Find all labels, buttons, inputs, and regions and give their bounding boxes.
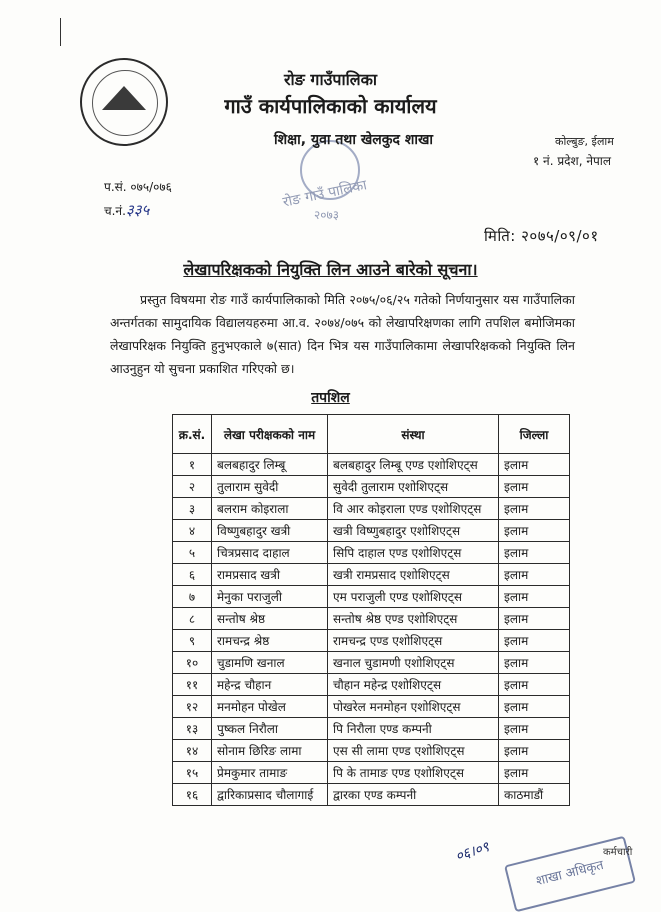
cell-serial: १२ — [173, 696, 212, 718]
table-row — [173, 652, 570, 674]
cell-auditor-name: रामप्रसाद खत्री — [212, 564, 328, 586]
cell-auditor-name: बलराम कोइराला — [212, 498, 328, 520]
cell-auditor-name: महेन्द्र चौहान — [212, 674, 328, 696]
table-row — [173, 542, 570, 564]
table-header-row — [173, 415, 570, 454]
cell-serial: ५ — [173, 542, 212, 564]
table-row — [173, 762, 570, 784]
cell-firm: पि निरौला एण्ड कम्पनी — [328, 718, 499, 740]
cell-firm: पोखरेल मनमोहन एशोशिएट्स — [328, 696, 499, 718]
table-row — [173, 586, 570, 608]
cell-auditor-name: रामचन्द्र श्रेष्ठ — [212, 630, 328, 652]
cell-auditor-name: पुष्कल निरौला — [212, 718, 328, 740]
subject-title: लेखापरिक्षकको नियुक्ति लिन आउने बारेको सूचना। — [183, 260, 478, 279]
cell-district: इलाम — [499, 762, 570, 784]
cell-serial: १३ — [173, 718, 212, 740]
cell-serial: ११ — [173, 674, 212, 696]
cell-district: इलाम — [499, 740, 570, 762]
cell-district: इलाम — [499, 564, 570, 586]
cell-serial: ८ — [173, 608, 212, 630]
body-text: प्रस्तुत विषयमा रोङ गाउँ कार्यपालिकाको मिति २०७५/०६/२५ गतेको निर्णयानुसार यस गाउँपालिका अन्तर्गतका सामुदायिक विद्यालयहरुमा आ.व. २०७४/०७५ को लेखापरिक्षणका लागि तपशिल बमोजिमका लेखापरिक्षक नियुक्ति हुनुभएकाले ७(सात) दिन भित्र यस गाउँपालिकामा लेखापरिक्षकको नियुक्ति लिन आउनुहुन यो सुचना प्रकाशित गरिएको छ। — [110, 292, 575, 376]
cell-district: इलाम — [499, 476, 570, 498]
cell-firm: बलबहादुर लिम्बू एण्ड एशोशिएट्स — [328, 454, 499, 476]
cell-district: इलाम — [499, 674, 570, 696]
cell-serial: २ — [173, 476, 212, 498]
cell-serial: १४ — [173, 740, 212, 762]
cell-serial: ३ — [173, 498, 212, 520]
cell-district: इलाम — [499, 608, 570, 630]
cell-district: इलाम — [499, 586, 570, 608]
cell-district: इलाम — [499, 520, 570, 542]
cn-value: ३३५ — [125, 201, 150, 219]
cell-auditor-name: चित्रप्रसाद दाहाल — [212, 542, 328, 564]
cell-serial: ७ — [173, 586, 212, 608]
table-body — [173, 454, 570, 806]
cell-firm: सिपि दाहाल एण्ड एशोशिएट्स — [328, 542, 499, 564]
margin-mark — [60, 18, 61, 46]
cell-serial: ९ — [173, 630, 212, 652]
body-paragraph — [110, 288, 575, 380]
cell-district: इलाम — [499, 630, 570, 652]
table-row — [173, 718, 570, 740]
cell-auditor-name: मेनुका पराजुली — [212, 586, 328, 608]
cell-firm: चौहान महेन्द्र एशोशिएट्स — [328, 674, 499, 696]
cell-auditor-name: विष्णुबहादुर खत्री — [212, 520, 328, 542]
address-line2: १ नं. प्रदेश, नेपाल — [533, 154, 612, 168]
table-row — [173, 498, 570, 520]
cell-serial: १० — [173, 652, 212, 674]
tapsil-title: तपशिल — [311, 390, 350, 406]
table-row — [173, 476, 570, 498]
cell-auditor-name: सन्तोष श्रेष्ठ — [212, 608, 328, 630]
signature-stamp: शाखा अधिकृत — [504, 836, 636, 912]
table-row — [173, 696, 570, 718]
address-line1: कोल्बुङ, ईलाम — [555, 135, 614, 148]
cell-auditor-name: मनमोहन पोखेल — [212, 696, 328, 718]
cell-serial: १६ — [173, 784, 212, 806]
cell-auditor-name: सोनाम छिरिङ लामा — [212, 740, 328, 762]
reference-cn — [104, 200, 149, 220]
cell-district: इलाम — [499, 542, 570, 564]
header-firm: संस्था — [328, 415, 499, 454]
cell-serial: १५ — [173, 762, 212, 784]
cell-firm: रामचन्द्र एण्ड एशोशिएट्स — [328, 630, 499, 652]
cell-district: इलाम — [499, 718, 570, 740]
header-serial: क्र.सं. — [173, 415, 212, 454]
cell-district: इलाम — [499, 652, 570, 674]
cell-serial: ६ — [173, 564, 212, 586]
handwritten-signature: ०६।०९ — [453, 839, 492, 865]
signature-note: कर्मचारी — [603, 847, 633, 858]
cell-serial: १ — [173, 454, 212, 476]
cell-auditor-name: द्वारिकाप्रसाद चौलागाई — [212, 784, 328, 806]
cell-serial: ४ — [173, 520, 212, 542]
cell-auditor-name: बलबहादुर लिम्बू — [212, 454, 328, 476]
table-row — [173, 740, 570, 762]
branch-name: शिक्षा, युवा तथा खेलकुद शाखा — [274, 132, 434, 148]
cell-firm: एस सी लामा एण्ड एशोशिएट्स — [328, 740, 499, 762]
cell-district: काठमाडौं — [499, 784, 570, 806]
table-row — [173, 630, 570, 652]
table-row — [173, 674, 570, 696]
cell-auditor-name: चुडामणि खनाल — [212, 652, 328, 674]
cell-auditor-name: तुलाराम सुवेदी — [212, 476, 328, 498]
office-stamp: रोङ गाउँ पालिका २०७३ — [280, 140, 380, 230]
cell-firm: खनाल चुडामणी एशोशिएट्स — [328, 652, 499, 674]
municipality-name: रोङ गाउँपालिका — [283, 70, 378, 89]
cell-district: इलाम — [499, 454, 570, 476]
table-row — [173, 784, 570, 806]
cell-firm: द्वारका एण्ड कम्पनी — [328, 784, 499, 806]
cell-firm: वि आर कोइराला एण्ड एशोशिएट्स — [328, 498, 499, 520]
auditor-table — [172, 414, 570, 806]
cell-firm: सन्तोष श्रेष्ठ एण्ड एशोशिएट्स — [328, 608, 499, 630]
cell-firm: सुवेदी तुलाराम एशोशिएट्स — [328, 476, 499, 498]
table-row — [173, 454, 570, 476]
cell-auditor-name: प्रेमकुमार तामाङ — [212, 762, 328, 784]
cell-firm: पि के तामाङ एण्ड एशोशिएट्स — [328, 762, 499, 784]
table-row — [173, 520, 570, 542]
cn-label: च.नं. — [104, 204, 126, 218]
header-district: जिल्ला — [499, 415, 570, 454]
cell-firm: खत्री रामप्रसाद एशोशिएट्स — [328, 564, 499, 586]
cell-district: इलाम — [499, 498, 570, 520]
cell-firm: एम पराजुली एण्ड एशोशिएट्स — [328, 586, 499, 608]
table-row — [173, 608, 570, 630]
cell-district: इलाम — [499, 696, 570, 718]
reference-ps: प.सं. ०७५/०७६ — [104, 180, 172, 194]
document-date: मिति: २०७५/०९/०१ — [484, 227, 599, 245]
header-name: लेखा परीक्षकको नाम — [212, 415, 328, 454]
table-row — [173, 564, 570, 586]
office-name: गाउँ कार्यपालिकाको कार्यालय — [224, 94, 437, 118]
cell-firm: खत्री विष्णुबहादुर एशोशिएट्स — [328, 520, 499, 542]
